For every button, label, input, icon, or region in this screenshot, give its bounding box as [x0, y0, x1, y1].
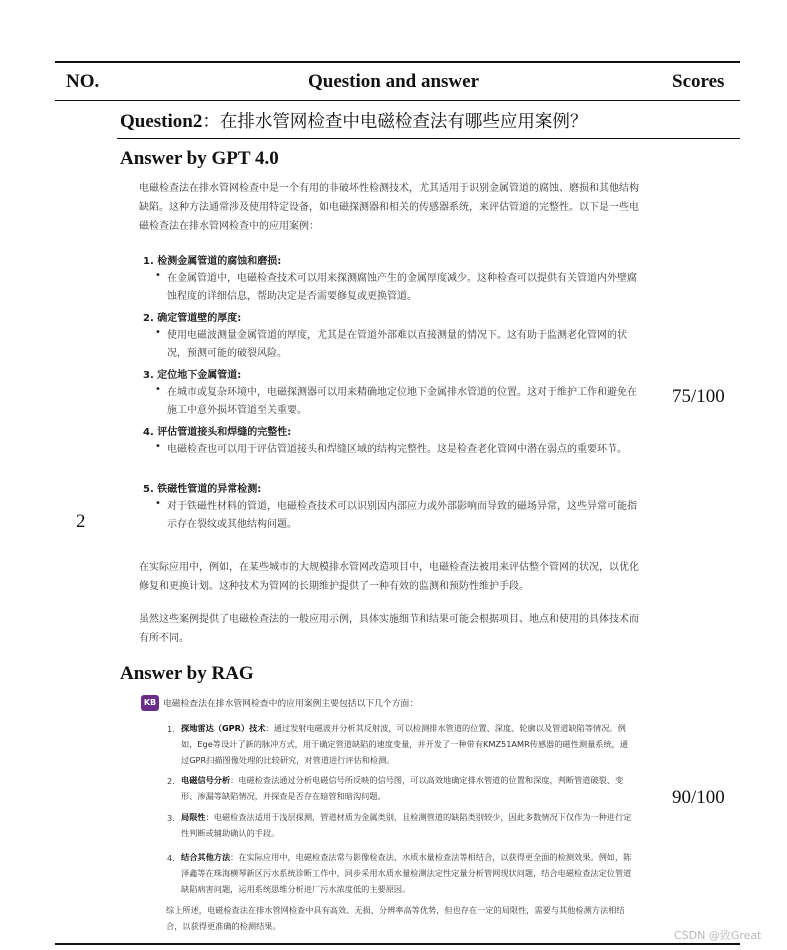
watermark: CSDN @致Great — [674, 929, 762, 942]
gpt-score: 75/100 — [672, 386, 725, 407]
rag-item-title: 局限性 — [181, 812, 206, 822]
gpt-item-body: 对于铁磁性材料的管道，电磁检查技术可以识别因内部应力或外部影响而导致的磁场异常，这些异常可能指示存在裂纹或其他结构问题。 — [167, 501, 637, 530]
rag-summary: 综上所述，电磁检查法在排水管网检查中具有高效、无损、分辨率高等优势，但也存在一定的局限性，需要与其他检测方法相结合，以获得更准确的检测结果。 — [166, 905, 625, 931]
gpt-intro-paragraph: 电磁检查法在排水管网检查中是一个有用的非破坏性检测技术，尤其适用于识别金属管道的腐蚀、磨损和其他结构缺陷。这种方法通常涉及使用特定设备，如电磁探测器和相关的传感器系统，来评估管道的完整性。以下是一些电磁检查法在排水管网检查中的应用案例： — [139, 183, 639, 232]
rag-item-title: 结合其他方法 — [181, 852, 231, 862]
table-header-rule — [55, 100, 740, 101]
rag-answer-title: Answer by RAG — [120, 663, 254, 684]
gpt-item-body: 在金属管道中，电磁检查技术可以用来探测腐蚀产生的金属厚度减少。这种检查可以提供有关管道内外壁腐蚀程度的详细信息，帮助决定是否需要修复或更换管道。 — [167, 273, 637, 302]
rag-score: 90/100 — [672, 787, 725, 808]
bullet-icon: • — [155, 270, 161, 281]
rag-item-title: 探地雷达（GPR）技术 — [181, 723, 266, 733]
gpt-item-body: 电磁检查也可以用于评估管道接头和焊缝区域的结构完整性。这是检查老化管网中潜在弱点的重要环节。 — [167, 444, 627, 455]
table-top-rule — [55, 61, 740, 63]
rag-item-body — [181, 720, 636, 768]
gpt-item-body: 使用电磁波测量金属管道的厚度，尤其是在管道外部难以直接测量的情况下。这有助于监测老化管网的状况，预测可能的破裂风险。 — [167, 330, 627, 359]
question-text: 在排水管网检查中电磁检查法有哪些应用案例？ — [219, 112, 588, 132]
gpt-item-title: 5. 铁磁性管道的异常检测: — [143, 484, 262, 495]
rag-item-number: 1. — [167, 724, 175, 734]
table-bottom-rule — [55, 943, 740, 945]
rag-item-body — [181, 772, 636, 804]
header-scores: Scores — [672, 71, 725, 92]
bullet-icon: • — [155, 441, 161, 452]
bullet-icon: • — [155, 498, 161, 509]
gpt-item-title: 4. 评估管道接头和焊缝的完整性: — [143, 427, 292, 438]
gpt-item-title: 2. 确定管道壁的厚度: — [143, 313, 242, 324]
rag-item-number: 3. — [167, 813, 175, 823]
bullet-icon: • — [155, 384, 161, 395]
header-no: NO. — [66, 71, 100, 92]
gpt-item-body: 在城市或复杂环境中，电磁探测器可以用来精确地定位地下金属排水管道的位置。这对于维护工作和避免在施工中意外损坏管道至关重要。 — [167, 387, 637, 416]
rag-item-text: ：电磁检查法适用于浅层探测，管道材质为金属类别，且检测管道的缺陷类别较少，因此多数情况下仅作为一种进行定性判断或辅助确认的手段。 — [181, 812, 632, 838]
question-label: Question2 — [120, 111, 203, 132]
gpt-closing-paragraph: 虽然这些案例提供了电磁检查法的一般应用示例，具体实施细节和结果可能会根据项目、地点和使用的具体技术而有所不同。 — [139, 614, 639, 644]
rag-item-text: ：电磁检查法通过分析电磁信号所反映的信号图，可以高效地确定排水管道的位置和深度，判断管道破裂、变形、渗漏等缺陷情况，并探查是否存在暗管和暗沟问题。 — [181, 775, 624, 801]
question-rule — [117, 138, 740, 139]
bullet-icon: • — [155, 327, 161, 338]
rag-item-number: 2. — [167, 776, 175, 786]
gpt-item-title: 3. 定位地下金属管道: — [143, 370, 242, 381]
rag-intro: 电磁检查法在排水管网检查中的应用案例主要包括以下几个方面： — [163, 699, 419, 709]
rag-item-body — [181, 809, 636, 841]
rag-item-number: 4. — [167, 853, 175, 863]
header-question-answer: Question and answer — [307, 71, 480, 92]
rag-item-text: ：通过发射电磁波并分析其反射波，可以检测排水管道的位置、深度、轮廓以及管道缺陷等情况。例如，Ege等设计了新的脉冲方式，用于确定管道缺陷的速度变量，并开发了一种带有KMZ51AMR传感器的磁性测量系统，通过GPR扫描图像处理的比较研究，对管道进行评估和检测。 — [181, 723, 629, 765]
rag-logo-icon: KB — [141, 695, 159, 711]
rag-item-text: ：在实际应用中，电磁检查法常与影像检查法、水质水量检查法等相结合，以获得更全面的检测效果。例如，陈泽鑫等在珠海横琴新区污水系统诊断工作中，同步采用水质水量检测法定性定量分析管网现状问题，结合电磁检查法定位管道缺陷病害问题，运用系统思维分析进厂污水浓度低的主要原因。 — [181, 852, 632, 894]
rag-item-body — [181, 849, 636, 897]
gpt-answer-title: Answer by GPT 4.0 — [120, 148, 279, 169]
question-colon: ： — [202, 112, 220, 132]
question — [120, 108, 587, 133]
row-number: 2 — [76, 511, 86, 532]
gpt-item-title: 1. 检测金属管道的腐蚀和磨损: — [143, 256, 282, 267]
gpt-application-paragraph: 在实际应用中，例如，在某些城市的大规模排水管网改造项目中，电磁检查法被用来评估整个管网的状况，以优化修复和更换计划。这种技术为管网的长期维护提供了一种有效的监测和预防性维护手段。 — [139, 562, 639, 592]
rag-item-title: 电磁信号分析 — [181, 775, 231, 785]
